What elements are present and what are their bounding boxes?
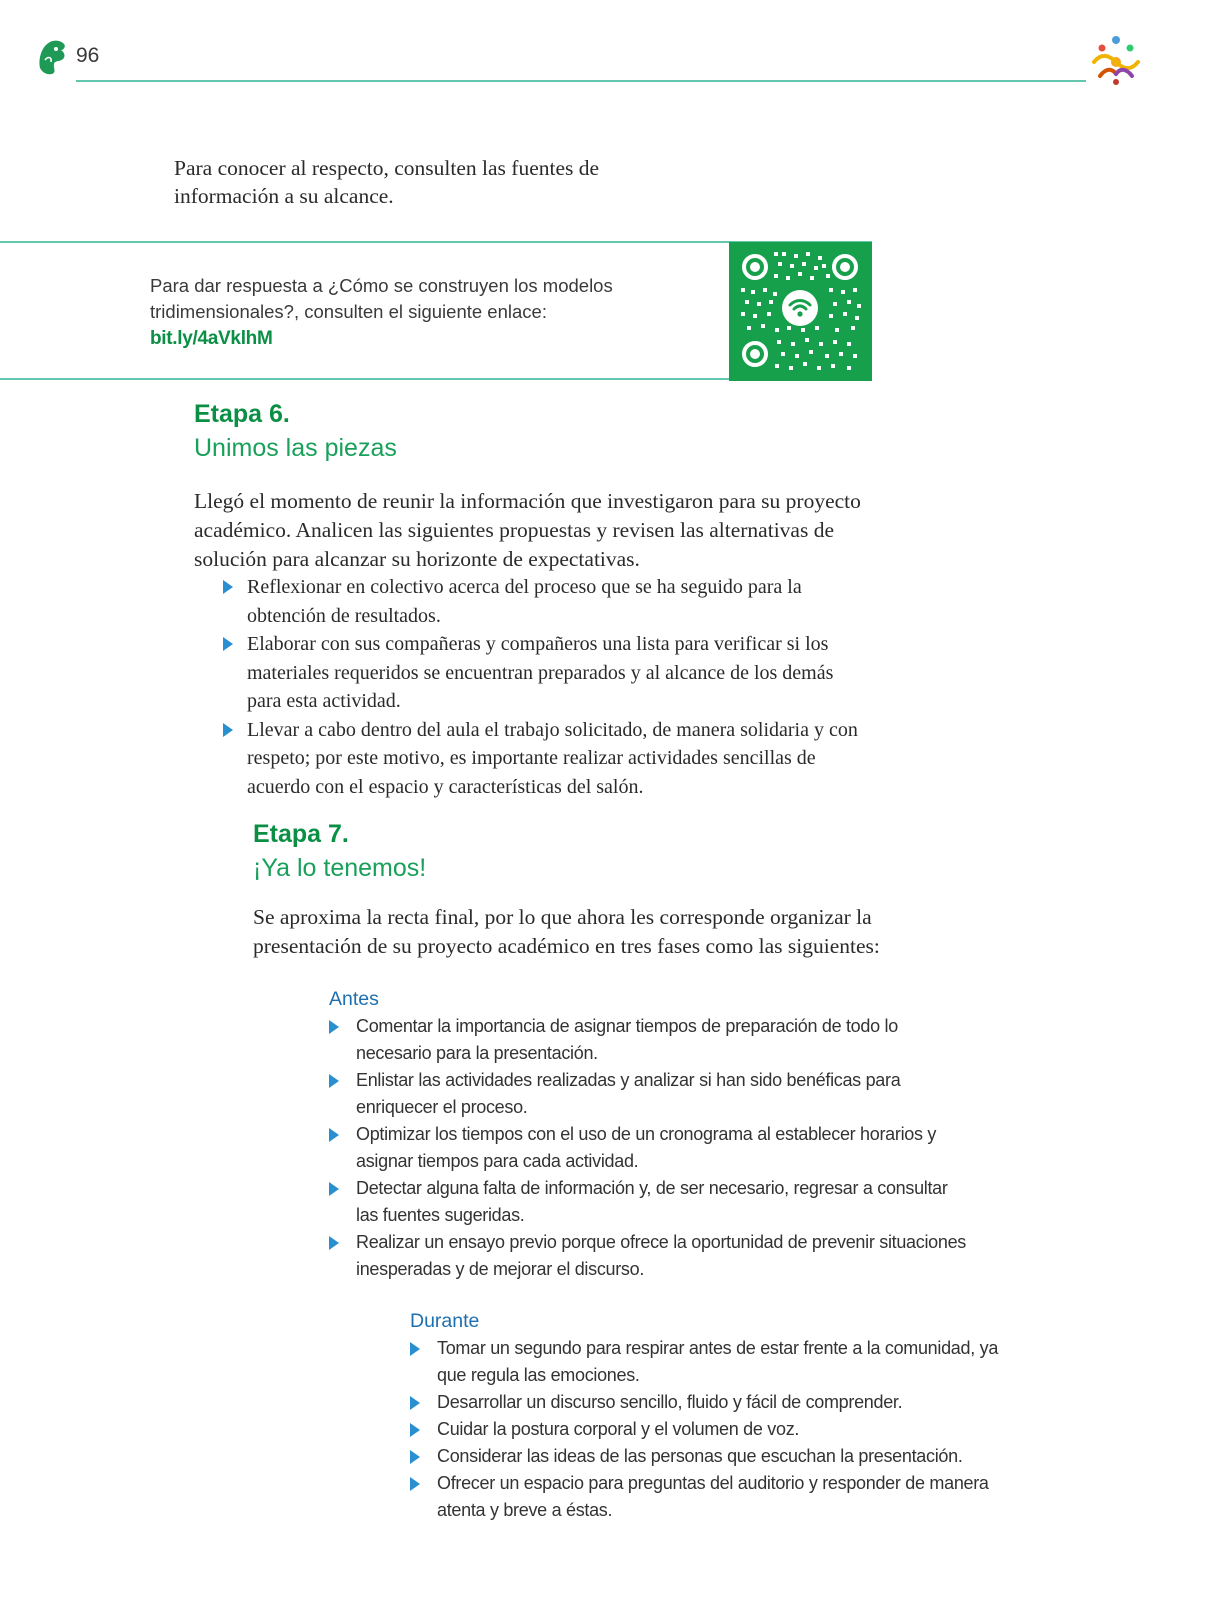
list-item (329, 1121, 969, 1175)
stage6-title: Unimos las piezas (194, 434, 397, 462)
list-item-text: Considerar las ideas de las personas que escuchan la presentación. (437, 1446, 963, 1466)
intro-paragraph (150, 154, 670, 210)
list-item (329, 1175, 969, 1229)
triangle-bullet-icon (410, 1477, 420, 1491)
list-item (410, 1443, 1010, 1470)
link-box-text-block (150, 273, 690, 352)
link-url[interactable]: bit.ly/4aVklhM (150, 328, 273, 349)
stage7-title: ¡Ya lo tenemos! (253, 854, 427, 882)
intro-text: Para conocer al respecto, consulten las fuentes de información a su alcance. (174, 156, 600, 208)
link-box (0, 241, 872, 380)
list-item-text: Desarrollar un discurso sencillo, fluido y fácil de comprender. (437, 1392, 903, 1412)
triangle-bullet-icon (223, 723, 233, 737)
list-item (329, 1013, 969, 1067)
durante-list (410, 1335, 1010, 1524)
triangle-bullet-icon (223, 637, 233, 651)
qr-code[interactable] (729, 242, 872, 381)
antes-list (329, 1013, 969, 1283)
triangle-bullet-icon (410, 1342, 420, 1356)
stage7-number: Etapa 7. (253, 820, 349, 848)
list-item-text: Detectar alguna falta de información y, de ser necesario, regresar a consultar las fuentes sugeridas. (356, 1178, 948, 1225)
list-item (410, 1389, 1010, 1416)
qr-code-icon (729, 242, 872, 381)
list-item-text: Optimizar los tiempos con el uso de un cronograma al establecer horarios y asignar tiempos para cada actividad. (356, 1124, 937, 1171)
triangle-bullet-icon (329, 1182, 339, 1196)
list-item-text: Reflexionar en colectivo acerca del proceso que se ha seguido para la obtención de resultados. (247, 576, 802, 627)
list-item-text: Realizar un ensayo previo porque ofrece la oportunidad de prevenir situaciones inesperadas y de mejorar el discurso. (356, 1232, 966, 1279)
list-item (223, 716, 863, 802)
list-item-text: Ofrecer un espacio para preguntas del auditorio y responder de manera atenta y breve a éstas. (437, 1473, 989, 1520)
list-item-text: Cuidar la postura corporal y el volumen de voz. (437, 1419, 800, 1439)
link-box-text: Para dar respuesta a ¿Cómo se construyen los modelos tridimensionales?, consulten el siguiente enlace: (150, 275, 613, 322)
page-number: 96 (76, 44, 100, 67)
antes-heading: Antes (329, 988, 379, 1010)
list-item (410, 1416, 1010, 1443)
list-item (329, 1067, 969, 1121)
triangle-bullet-icon (410, 1423, 420, 1437)
triangle-bullet-icon (329, 1020, 339, 1034)
list-item (223, 630, 863, 716)
triangle-bullet-icon (329, 1128, 339, 1142)
list-item-text: Elaborar con sus compañeras y compañeros una lista para verificar si los materiales requeridos se encuentran preparados y al alcance de los demás para esta actividad. (247, 633, 834, 712)
triangle-bullet-icon (410, 1396, 420, 1410)
list-item (329, 1229, 969, 1283)
durante-heading: Durante (410, 1310, 480, 1332)
list-item (410, 1335, 1010, 1389)
list-item (410, 1470, 1010, 1524)
list-item-text: Comentar la importancia de asignar tiempos de preparación de todo lo necesario para la presentación. (356, 1016, 898, 1063)
stage7-paragraph: Se aproxima la recta final, por lo que ahora les corresponde organizar la presentación de su proyecto académico en tres fases como las siguientes: (253, 905, 880, 958)
book-logo-icon (36, 38, 70, 76)
list-item-text: Enlistar las actividades realizadas y analizar si han sido benéficas para enriquecer el proceso. (356, 1070, 901, 1117)
emblem-icon (1088, 32, 1144, 88)
triangle-bullet-icon (223, 580, 233, 594)
triangle-bullet-icon (410, 1450, 420, 1464)
header-rule (76, 80, 1086, 82)
stage6-number: Etapa 6. (194, 400, 290, 428)
list-item (223, 573, 863, 630)
list-item-text: Llevar a cabo dentro del aula el trabajo solicitado, de manera solidaria y con respeto; por este motivo, es importante realizar actividades sencillas de acuerdo con el espacio y características del salón. (247, 718, 858, 798)
list-item-text: Tomar un segundo para respirar antes de estar frente a la comunidad, ya que regula las emociones. (437, 1338, 999, 1385)
stage6-paragraph: Llegó el momento de reunir la información que investigaron para su proyecto académico. Analicen las siguientes propuestas y revisen las alternativas de solución para alcanzar su horizonte de expectativas. (194, 489, 861, 571)
triangle-bullet-icon (329, 1236, 339, 1250)
stage6-list (223, 573, 863, 801)
triangle-bullet-icon (329, 1074, 339, 1088)
